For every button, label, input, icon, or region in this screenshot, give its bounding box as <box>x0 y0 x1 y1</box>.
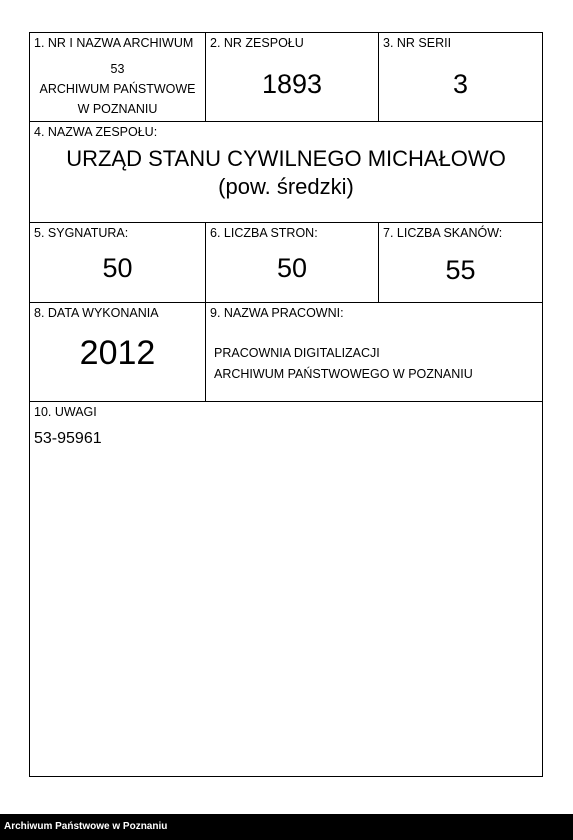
date-made-value: 2012 <box>79 334 156 372</box>
workshop-label: 9. NAZWA PRACOWNI: <box>210 306 344 320</box>
cell-date-made <box>30 303 206 401</box>
remarks-value: 53-95961 <box>34 430 102 447</box>
remarks-label: 10. UWAGI <box>34 405 97 419</box>
cell-series-no <box>379 33 542 121</box>
workshop-name-line2: ARCHIWUM PAŃSTWOWEGO W POZNANIU <box>214 367 473 381</box>
archive-name-line2: W POZNANIU <box>77 102 158 116</box>
workshop-name <box>214 343 473 385</box>
signature-label: 5. SYGNATURA: <box>34 226 129 240</box>
archive-name <box>30 59 205 119</box>
archive-label: 1. NR I NAZWA ARCHIWUM <box>34 36 194 50</box>
cell-workshop <box>206 303 542 401</box>
page-count-label: 6. LICZBA STRON: <box>210 226 318 240</box>
row-remarks <box>30 402 542 776</box>
collection-name-line1: URZĄD STANU CYWILNEGO MICHAŁOWO <box>66 146 506 171</box>
row-counts <box>30 223 542 303</box>
date-made-label: 8. DATA WYKONANIA <box>34 306 159 320</box>
cell-signature <box>30 223 206 302</box>
collection-no-value: 1893 <box>261 69 323 99</box>
cell-archive <box>30 33 206 121</box>
collection-name-label: 4. NAZWA ZESPOŁU: <box>34 125 158 139</box>
scan-count-value: 55 <box>445 255 476 285</box>
collection-name-line2: (pow. średzki) <box>218 174 354 199</box>
series-no-value: 3 <box>452 69 469 99</box>
workshop-name-line1: PRACOWNIA DIGITALIZACJI <box>214 346 380 360</box>
signature-value: 50 <box>102 253 133 283</box>
cell-scan-count <box>379 223 542 302</box>
row-date-workshop <box>30 303 542 402</box>
series-no-label: 3. NR SERII <box>383 36 452 50</box>
row-archive <box>30 33 542 122</box>
archive-name-line1: ARCHIWUM PAŃSTWOWE <box>39 82 196 96</box>
page-count-value: 50 <box>276 253 308 283</box>
cell-page-count <box>206 223 379 302</box>
footer-text: Archiwum Państwowe w Poznaniu <box>4 821 168 832</box>
metadata-form <box>29 32 543 777</box>
scan-count-label: 7. LICZBA SKANÓW: <box>383 226 503 240</box>
collection-no-label: 2. NR ZESPOŁU <box>210 36 304 50</box>
footer-bar <box>0 814 573 840</box>
cell-collection-no <box>206 33 379 121</box>
archive-number: 53 <box>110 62 125 76</box>
row-collection-name <box>30 122 542 223</box>
